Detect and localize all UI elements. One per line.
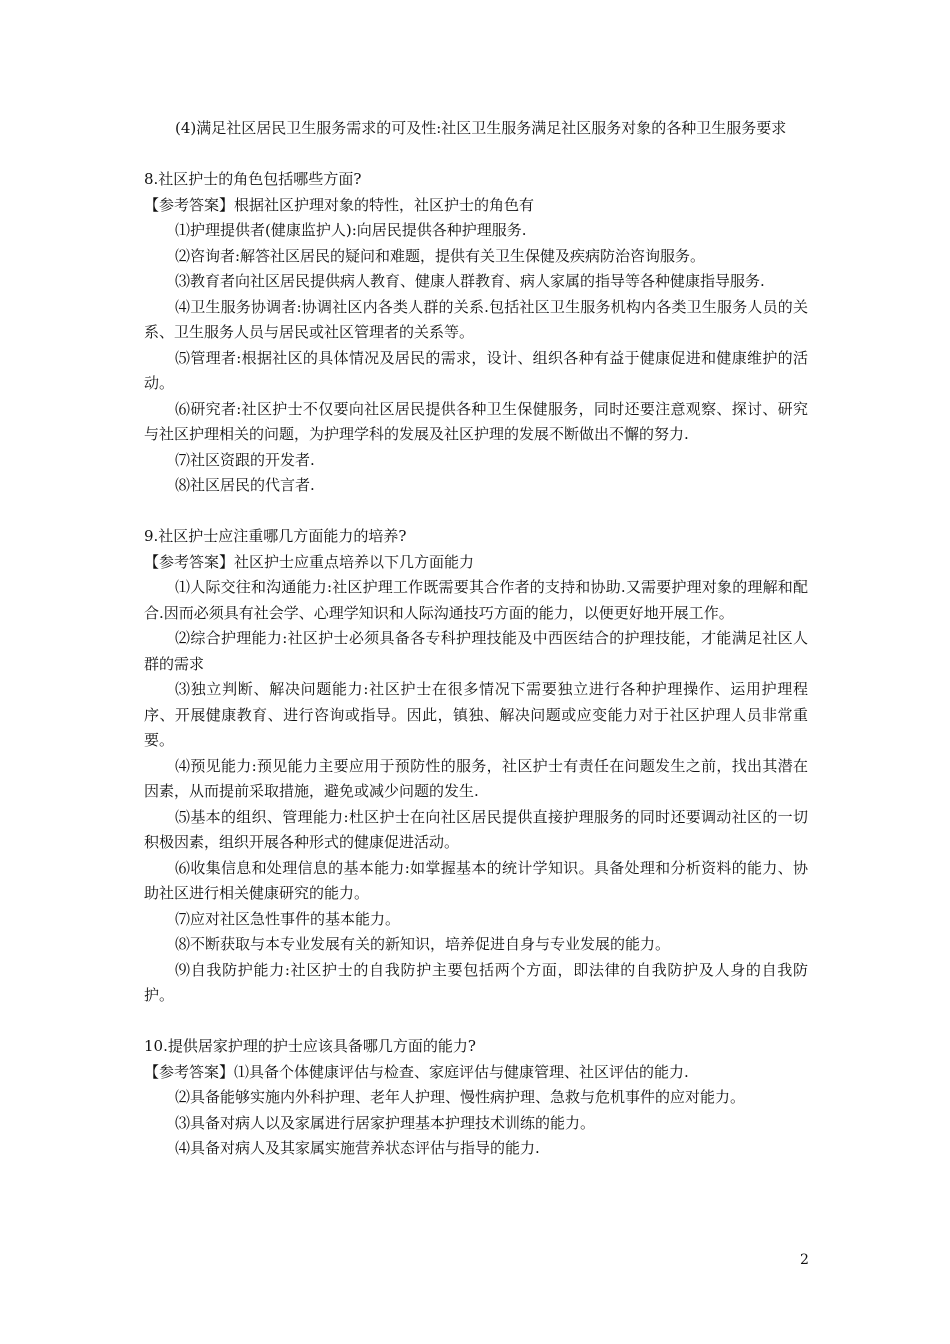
question-8-item: ⑺社区资跟的开发者. bbox=[175, 450, 315, 469]
page-number: 2 bbox=[800, 1252, 809, 1268]
question-10-item: ⑶具备对病人以及家属进行居家护理基本护理技术训练的能力。 bbox=[175, 1113, 596, 1132]
question-8-item: ⑴护理提供者(健康监护人):向居民提供各种护理服务. bbox=[175, 221, 527, 239]
question-9-item: ⑷预见能力:预见能力主要应用于预防性的服务，社区护士有责任在问题发生之前，找出其潜在因素，从而提前采取措施，避免或减少问题的发生. bbox=[144, 756, 808, 800]
paragraph: (4)满足社区居民卫生服务需求的可及性:社区卫生服务满足社区服务对象的各种卫生服务要求 bbox=[175, 119, 787, 137]
spacer bbox=[144, 142, 808, 168]
question-8-item: ⑹研究者:社区护士不仅要向社区居民提供各种卫生保健服务，同时还要注意观察、探讨、研究与社区护理相关的问题，为护理学科的发展及社区护理的发展不断做出不懈的努力. bbox=[144, 399, 808, 443]
question-9-answer-intro: 【参考答案】社区护士应重点培养以下几方面能力 bbox=[144, 552, 475, 571]
question-9-heading: 9.社区护士应注重哪几方面能力的培养? bbox=[144, 527, 407, 545]
question-10-answer-intro: 【参考答案】⑴具备个体健康评估与检查、家庭评估与健康管理、社区评估的能力. bbox=[144, 1062, 689, 1081]
question-8-heading: 8.社区护士的角色包括哪些方面? bbox=[144, 170, 362, 188]
document-body bbox=[144, 116, 808, 1162]
question-9-item: ⑼自我防护能力:社区护士的自我防护主要包括两个方面，即法律的自我防护及人身的自我防护。 bbox=[144, 960, 808, 1004]
question-8-item: ⑵咨询者:解答社区居民的疑问和难题，提供有关卫生保健及疾病防治咨询服务。 bbox=[175, 246, 706, 265]
question-8-item: ⑶教育者向社区居民提供病人教育、健康人群教育、病人家属的指导等各种健康指导服务. bbox=[175, 272, 765, 290]
question-9-item: ⑻不断获取与本专业发展有关的新知识，培养促进自身与专业发展的能力。 bbox=[175, 935, 671, 953]
question-8-item: ⑸管理者:根据社区的具体情况及居民的需求，设计、组织各种有益于健康促进和健康维护的活动。 bbox=[144, 348, 808, 392]
question-8-answer-intro: 【参考答案】根据社区护理对象的特性，社区护士的角色有 bbox=[144, 195, 535, 214]
question-10-item: ⑷具备对病人及其家属实施营养状态评估与指导的能力. bbox=[175, 1139, 540, 1157]
question-9-item: ⑺应对社区急性事件的基本能力。 bbox=[175, 909, 401, 928]
question-10-heading: 10.提供居家护理的护士应该具备哪几方面的能力? bbox=[144, 1037, 476, 1055]
spacer bbox=[144, 499, 808, 525]
question-9-item: ⑵综合护理能力:社区护士必须具备各专科护理技能及中西医结合的护理技能，才能满足社区人群的需求 bbox=[144, 629, 808, 673]
question-9-item: ⑸基本的组织、管理能力:杜区护士在向社区居民提供直接护理服务的同时还要调动社区的一切积极因素，组织开展各种形式的健康促进活动。 bbox=[144, 807, 808, 851]
spacer bbox=[144, 1009, 808, 1035]
question-8-item: ⑻社区居民的代言者. bbox=[175, 476, 315, 494]
question-9-item: ⑹收集信息和处理信息的基本能力:如掌握基本的统计学知识。具备处理和分析资料的能力、协助社区进行相关健康研究的能力。 bbox=[144, 858, 808, 902]
question-10-item: ⑵具备能够实施内外科护理、老年人护理、慢性病护理、急救与危机事件的应对能力。 bbox=[175, 1088, 746, 1106]
question-9-item: ⑴人际交往和沟通能力:社区护理工作既需要其合作者的支持和协助.又需要护理对象的理解和配合.因而必须具有社会学、心理学知识和人际沟通技巧方面的能力，以便更好地开展工作。 bbox=[144, 578, 808, 622]
question-8-item: ⑷卫生服务协调者:协调社区内各类人群的关系.包括社区卫生服务机构内各类卫生服务人员的关系、卫生服务人员与居民或社区管理者的关系等。 bbox=[144, 297, 808, 341]
question-9-item: ⑶独立判断、解决问题能力:社区护士在很多情况下需要独立进行各种护理操作、运用护理程序、开展健康教育、进行咨询或指导。因此，镇独、解决问题或应变能力对于社区护理人员非常重要。 bbox=[144, 680, 808, 749]
